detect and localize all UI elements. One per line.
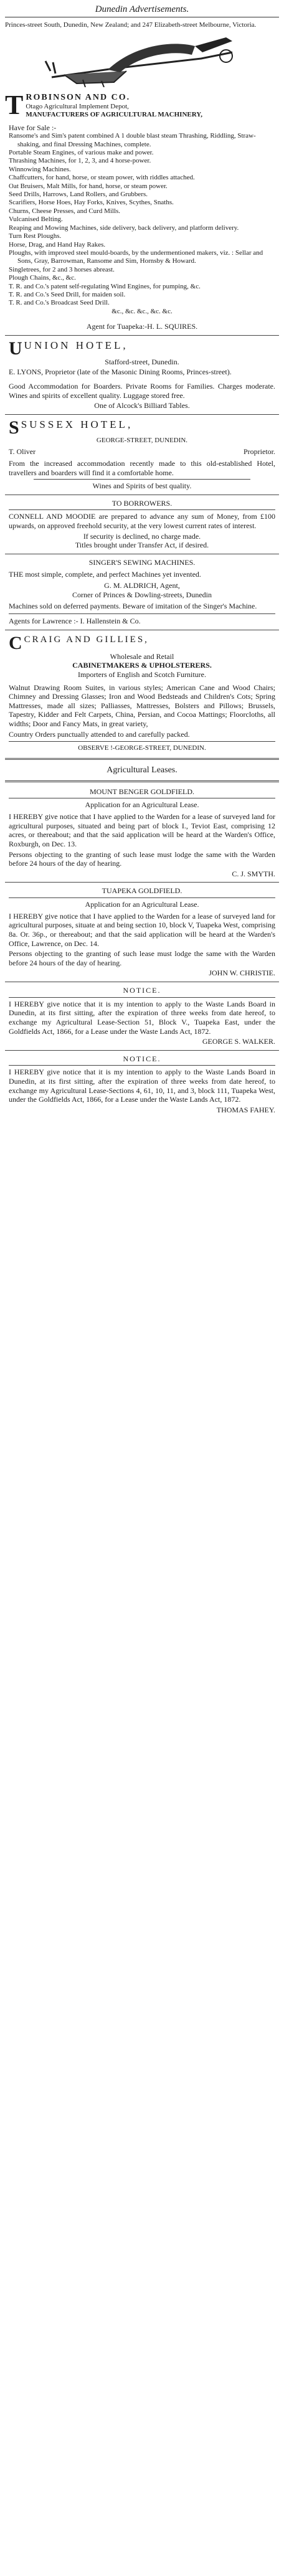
list-item: Singletrees, for 2 and 3 horses abreast. — [9, 265, 115, 273]
benger-body: I HEREBY give notice that I have applied to the Warden for a lease of surveyed land for agricultural purposes, situated and being part of block I., Teviot East, comprising 12 acres, or thereabout; and that the said application will be heard at the Warden's Office, Roxburgh, on Dec. 13. — [9, 812, 275, 848]
notice-title: NOTICE. — [123, 986, 161, 995]
craig-body: Walnut Drawing Room Suites, in various styles; American Cane and Wood Chairs; Chimney and Dressing Glasses; Iron and Wood Bedsteads and Children's Cots; Spring Mattresses, made all sizes; Palliasses, Mattresses, Bolsters and Pillows; Brussels, Tapestry, Kidder and Felt Carpets, China, Persian, and Cocoa Mattings; Floorcloths, all widths; Door and Fancy Mats, in great variety, — [9, 683, 275, 729]
craig-gillies-advert — [5, 634, 279, 753]
tuapeka-body: I HEREBY give notice that I have applied to the Warden for a lease of surveyed land for agricultural purposes, situate at and being section 10, block V, Tuapeka West, comprising 8a. Or. 36p., or thereabout; and that the said application will be heard at the Warden's Office, Lawrence, on Dec. 14. — [9, 911, 275, 948]
robinson-manufacturers: MANUFACTURERS OF AGRICULTURAL MACHINERY, — [26, 111, 202, 119]
robinson-sale-label: Have for Sale :- — [9, 123, 57, 132]
union-address: Stafford-street, Dunedin. — [105, 357, 179, 366]
plough-illustration — [39, 34, 245, 87]
borrowers-title: TO BORROWERS. — [111, 498, 173, 508]
union-proprietor: E. LYONS, Proprietor (late of the Masonic Dining Rooms, Princes-street). — [9, 367, 232, 377]
list-item: Thrashing Machines, for 1, 2, 3, and 4 horse-power. — [9, 157, 151, 165]
divider — [9, 997, 275, 998]
list-item: Seed Drills, Harrows, Land Rollers, and Grubbers. — [9, 191, 148, 199]
list-item: Ransome's and Sim's patent combined A 1 double blast steam Thrashing, Riddling, Straw-shaking, and final Dressing Machines, complete. — [9, 132, 256, 148]
list-item: Winnowing Machines. — [9, 165, 71, 173]
list-item: Plough Chains, &c., &c. — [9, 274, 76, 282]
singer-advert — [5, 558, 279, 626]
list-item: Portable Steam Engines, of various make and power. — [9, 149, 154, 157]
notice-signed: THOMAS FAHEY. — [216, 1105, 275, 1114]
singer-body: THE most simple, complete, and perfect Machines yet invented. — [9, 569, 201, 579]
divider — [9, 897, 275, 898]
union-body: Good Accommodation for Boarders. Private Rooms for Families. Charges moderate. Wines and spirits of excellent quality. Luggage stored free. — [9, 382, 275, 400]
list-item: Reaping and Mowing Machines, side delivery, back delivery, and platform delivery. — [9, 224, 239, 232]
divider — [9, 613, 275, 614]
notice-body: I HEREBY give notice that it is my intention to apply to the Waste Lands Board in Dunedin, at its first sitting, after the expiration of three weeks from date hereof, to exchange my Agricultural Lease-Section 51, Block V., Tuapeka East, under the Goldfields Act, 1866, for a Lease under the Waste Lands Act, 1872. — [9, 999, 275, 1036]
sussex-wines: Wines and Spirits of best quality. — [92, 481, 192, 491]
divider — [5, 414, 279, 415]
borrowers-body: CONNELL AND MOODIE are prepared to advance any sum of Money, from £100 upwards, on approved freehold security, at the very lowest current rates of interest. — [9, 512, 275, 531]
divider — [9, 1065, 275, 1066]
divider — [34, 479, 250, 480]
sussex-proprietor-label: Proprietor. — [244, 447, 275, 457]
benger-signed: C. J. SMYTH. — [232, 869, 275, 878]
list-item: Chaffcutters, for hand, horse, or steam power, with riddles attached. — [9, 174, 195, 182]
page-title: Dunedin Advertisements. — [5, 2, 279, 17]
robinson-subtitle: Otago Agricultural Implement Depot, — [26, 102, 129, 110]
drop-cap: C — [9, 633, 22, 652]
sussex-proprietor-name: T. Oliver — [9, 447, 36, 457]
list-item: Vulcanised Belting. — [9, 215, 63, 224]
benger-objecting: Persons objecting to the granting of such lease must lodge the same with the Warden before 24 hours of the day of hearing. — [9, 850, 275, 868]
benger-sub: Application for an Agricultural Lease. — [85, 800, 199, 810]
divider — [5, 758, 279, 760]
sussex-name: SUSSEX HOTEL, — [21, 418, 133, 430]
list-item: T. R. and Co.'s Broadcast Seed Drill. — [9, 299, 110, 307]
leases-heading: Agricultural Leases. — [107, 765, 178, 775]
notice-signed: GEORGE S. WALKER. — [202, 1037, 275, 1046]
robinson-items — [5, 132, 279, 316]
borrowers-note: If security is declined, no charge made. — [83, 531, 201, 541]
tuapeka-signed: JOHN W. CHRISTIE. — [209, 968, 275, 978]
tuapeka-sub: Application for an Agricultural Lease. — [85, 900, 199, 909]
drop-cap: T — [5, 92, 24, 120]
notice-walker — [5, 986, 279, 1046]
craig-name: CRAIG AND GILLIES, — [24, 634, 149, 645]
craig-country: Country Orders punctually attended to and carefully packed. — [9, 729, 190, 739]
list-item: Scarifiers, Horse Hoes, Hay Forks, Knives, Scythes, Snaths. — [9, 199, 174, 207]
union-hotel-advert — [5, 339, 279, 410]
singer-address: Corner of Princes & Dowling-streets, Dunedin — [72, 590, 212, 599]
craig-observe: OBSERVE !-GEORGE-STREET, DUNEDIN. — [78, 744, 206, 752]
sussex-address: GEORGE-STREET, DUNEDIN. — [96, 436, 188, 444]
list-item: Ploughs, with improved steel mould-boards, by the undermentioned makers, viz. : Sellar and Sons, Gray, Barrowman, Ransome and Sim, Hornsby & Howard. — [9, 249, 263, 265]
list-item: T. R. and Co.'s Seed Drill, for maiden soil. — [9, 290, 126, 298]
tuapeka-objecting: Persons objecting to the granting of such lease must lodge the same with the Warden before 24 hours of the day of hearing. — [9, 949, 275, 967]
robinson-advert — [5, 21, 279, 331]
list-item: Turn Rest Ploughs. — [9, 232, 62, 240]
robinson-firm: ROBINSON AND CO. — [26, 92, 131, 102]
divider — [5, 780, 279, 782]
craig-trade: CABINETMAKERS & UPHOLSTERERS. — [72, 661, 212, 670]
divider — [5, 335, 279, 336]
benger-lease — [5, 787, 279, 879]
divider — [9, 509, 275, 510]
notice-body: I HEREBY give notice that it is my intention to apply to the Waste Lands Board in Dunedin, at its first sitting, after the expiration of three weeks from date hereof, to exchange my Agricultural Lease-Sections 4, 61, 10, 11, and 3, block 111, Tuapeka West, under the Goldfields Act, 1866, for a Lease under the Waste Lands Act, 1872. — [9, 1068, 275, 1104]
singer-body2: Machines sold on deferred payments. Beware of imitation of the Singer's Machine. — [9, 602, 257, 611]
craig-importers: Importers of English and Scotch Furniture. — [78, 670, 206, 679]
singer-title: SINGER'S SEWING MACHINES. — [88, 557, 196, 567]
notice-fahey — [5, 1054, 279, 1115]
list-item: T. R. and Co.'s patent self-regulating Wind Engines, for pumping, &c. — [9, 282, 201, 290]
benger-title: MOUNT BENGER GOLDFIELD. — [89, 787, 195, 796]
divider — [5, 1050, 279, 1051]
list-item: Churns, Cheese Presses, and Curd Mills. — [9, 207, 121, 215]
tuapeka-title: TUAPEKA GOLDFIELD. — [102, 886, 182, 896]
divider — [9, 741, 275, 742]
union-name: UNION HOTEL, — [24, 339, 128, 351]
robinson-address: Princes-street South, Dunedin, New Zealand; and 247 Elizabeth-street Melbourne, Victoria. — [5, 21, 257, 29]
robinson-agent: Agent for Tuapeka:-H. L. SQUIRES. — [86, 322, 198, 331]
sussex-body: From the increased accommodation recently made to this old-established Hotel, travellers and boarders will find it a comfortable home. — [9, 458, 275, 477]
borrowers-advert — [5, 499, 279, 550]
newspaper-page — [5, 0, 279, 1115]
tuapeka-lease — [5, 886, 279, 978]
drop-cap: S — [9, 418, 19, 437]
craig-sub: Wholesale and Retail — [110, 651, 174, 661]
sussex-hotel-advert — [5, 419, 279, 491]
list-item: Oat Bruisers, Malt Mills, for hand, horse, or steam power. — [9, 182, 168, 190]
singer-lawrence: Agents for Lawrence :- I. Hallenstein & Co. — [9, 617, 141, 626]
borrowers-titles: Titles brought under Transfer Act, if desired. — [75, 541, 209, 550]
list-item: Horse, Drag, and Hand Hay Rakes. — [9, 240, 106, 249]
list-item: &c., &c. &c., &c. &c. — [111, 307, 173, 315]
union-billiard: One of Alcock's Billiard Tables. — [94, 401, 190, 410]
divider — [5, 882, 279, 883]
notice-title: NOTICE. — [123, 1054, 161, 1063]
drop-cap: U — [9, 339, 22, 358]
singer-agent: G. M. ALDRICH, Agent, — [104, 581, 180, 590]
